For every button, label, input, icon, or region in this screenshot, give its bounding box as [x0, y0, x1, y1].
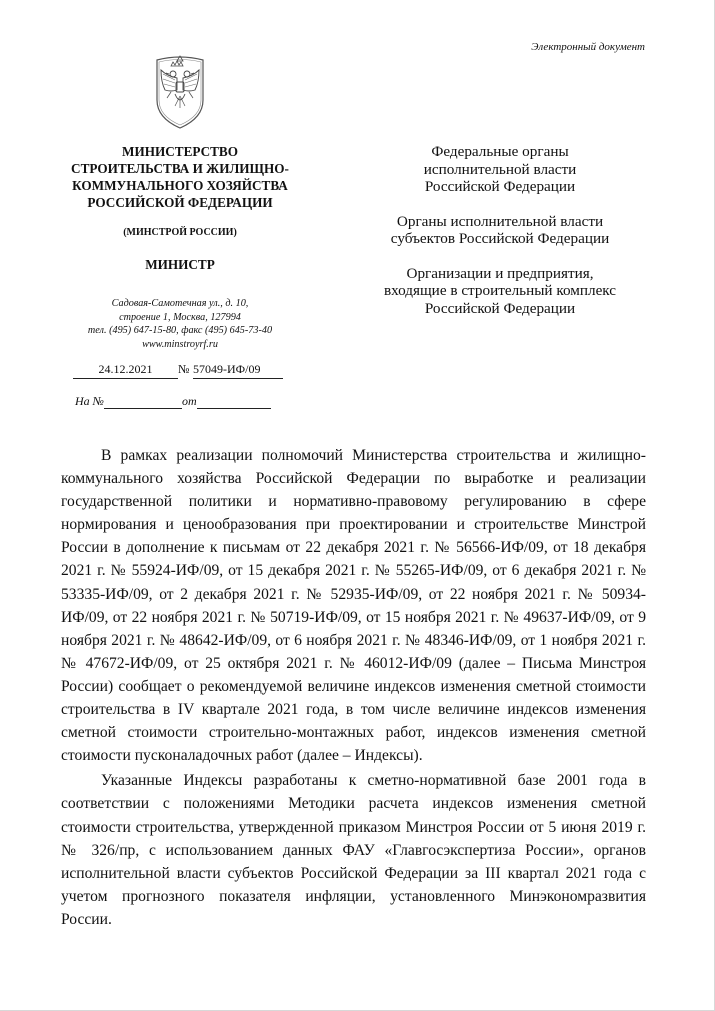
reference-prefix: На №	[75, 394, 104, 408]
registration-number: 57049-ИФ/09	[193, 362, 283, 379]
recipient-line: Российской Федерации	[424, 299, 576, 317]
ministry-name-line: МИНИСТЕРСТВО	[122, 144, 238, 159]
recipient-construction-organizations	[340, 265, 660, 318]
ministry-name-line: СТРОИТЕЛЬСТВА И ЖИЛИЩНО-	[71, 161, 289, 176]
website-address: www.minstroyrf.ru	[142, 338, 218, 350]
body-paragraph: Указанные Индексы разработаны к сметно-нормативной базе 2001 года в соответствии с положениями Методики расчета индексов изменения сметной стоимости строительства, утвержденной приказом Минстроя России от 5 июня 2019 г. № 326/пр, с использованием данных ФАУ «Главгосэкспертиза России», органов исполнительной власти субъектов Российской Федерации за III квартал 2021 года с учетом прогнозного показателя инфляции, установленного Минэкономразвития России.	[61, 772, 646, 928]
minister-title: МИНИСТР	[145, 257, 215, 272]
reference-date-label: от	[181, 394, 197, 408]
ministry-short-name: (МИНСТРОЙ РОССИИ)	[123, 227, 237, 238]
number-sign: №	[178, 362, 190, 376]
ministry-name-line: РОССИЙСКОЙ ФЕДЕРАЦИИ	[87, 195, 273, 210]
reference-date-blank	[197, 396, 271, 409]
reference-number-blank	[104, 396, 182, 409]
address-line: тел. (495) 647-15-80, факс (495) 645-73-40	[87, 325, 273, 336]
recipient-line: Органы исполнительной власти	[396, 212, 604, 230]
ministry-address	[40, 297, 320, 351]
recipient-line: Российской Федерации	[424, 178, 576, 195]
recipient-line: входящие в строительный комплекс	[383, 282, 617, 299]
address-line: строение 1, Москва, 127994	[119, 311, 241, 323]
ministry-name-line: КОММУНАЛЬНОГО ХОЗЯЙСТВА	[72, 178, 288, 193]
registration-date: 24.12.2021	[73, 362, 178, 379]
recipient-line: Федеральные органы	[431, 143, 569, 160]
address-line: Садовая-Самотечная ул., д. 10,	[111, 298, 249, 309]
electronic-document-label: Электронный документ	[531, 41, 645, 53]
body-paragraph: В рамках реализации полномочий Министерства строительства и жилищно-коммунального хозяйства Российской Федерации по выработке и реализации государственной политики и нормативно-правовому регулированию в сфере нормирования и ценообразования при проектировании и строительстве Минстрой России в дополнение к письмам от 22 декабря 2021 г. № 56566-ИФ/09, от 18 декабря 2021 г. № 55924-ИФ/09, от 15 декабря 2021 г. № 55265-ИФ/09, от 6 декабря 2021 г. № 53335-ИФ/09, от 2 декабря 2021 г. № 52935-ИФ/09, от 22 ноября 2021 г. № 50934-ИФ/09, от 22 ноября 2021 г. № 50719-ИФ/09, от 15 ноября 2021 г. № 49637-ИФ/09, от 9 ноября 2021 г. № 48642-ИФ/09, от 6 ноября 2021 г. № 48346-ИФ/09, от 1 ноября 2021 г. № 47672-ИФ/09, от 25 октября 2021 г. № 46012-ИФ/09 (далее – Письма Минстроя России) сообщает о рекомендуемой величине индексов изменения сметной стоимости строительства в IV квартале 2021 года, в том числе величине индексов изменения сметной стоимости строительно-монтажных работ, индексов изменения сметной стоимости пусконаладочных работ (далее – Индексы).	[61, 447, 646, 765]
recipient-federal-authorities	[340, 143, 660, 196]
recipient-regional-authorities	[340, 213, 660, 248]
ministry-name	[40, 143, 320, 211]
recipient-line: Организации и предприятия,	[406, 264, 594, 282]
recipient-line: субъектов Российской Федерации	[390, 230, 610, 247]
recipients-block	[340, 143, 660, 334]
letter-body	[61, 444, 646, 931]
coat-of-arms-emblem-icon	[147, 52, 213, 132]
reference-line	[75, 394, 271, 409]
recipient-line: исполнительной власти	[423, 160, 577, 178]
